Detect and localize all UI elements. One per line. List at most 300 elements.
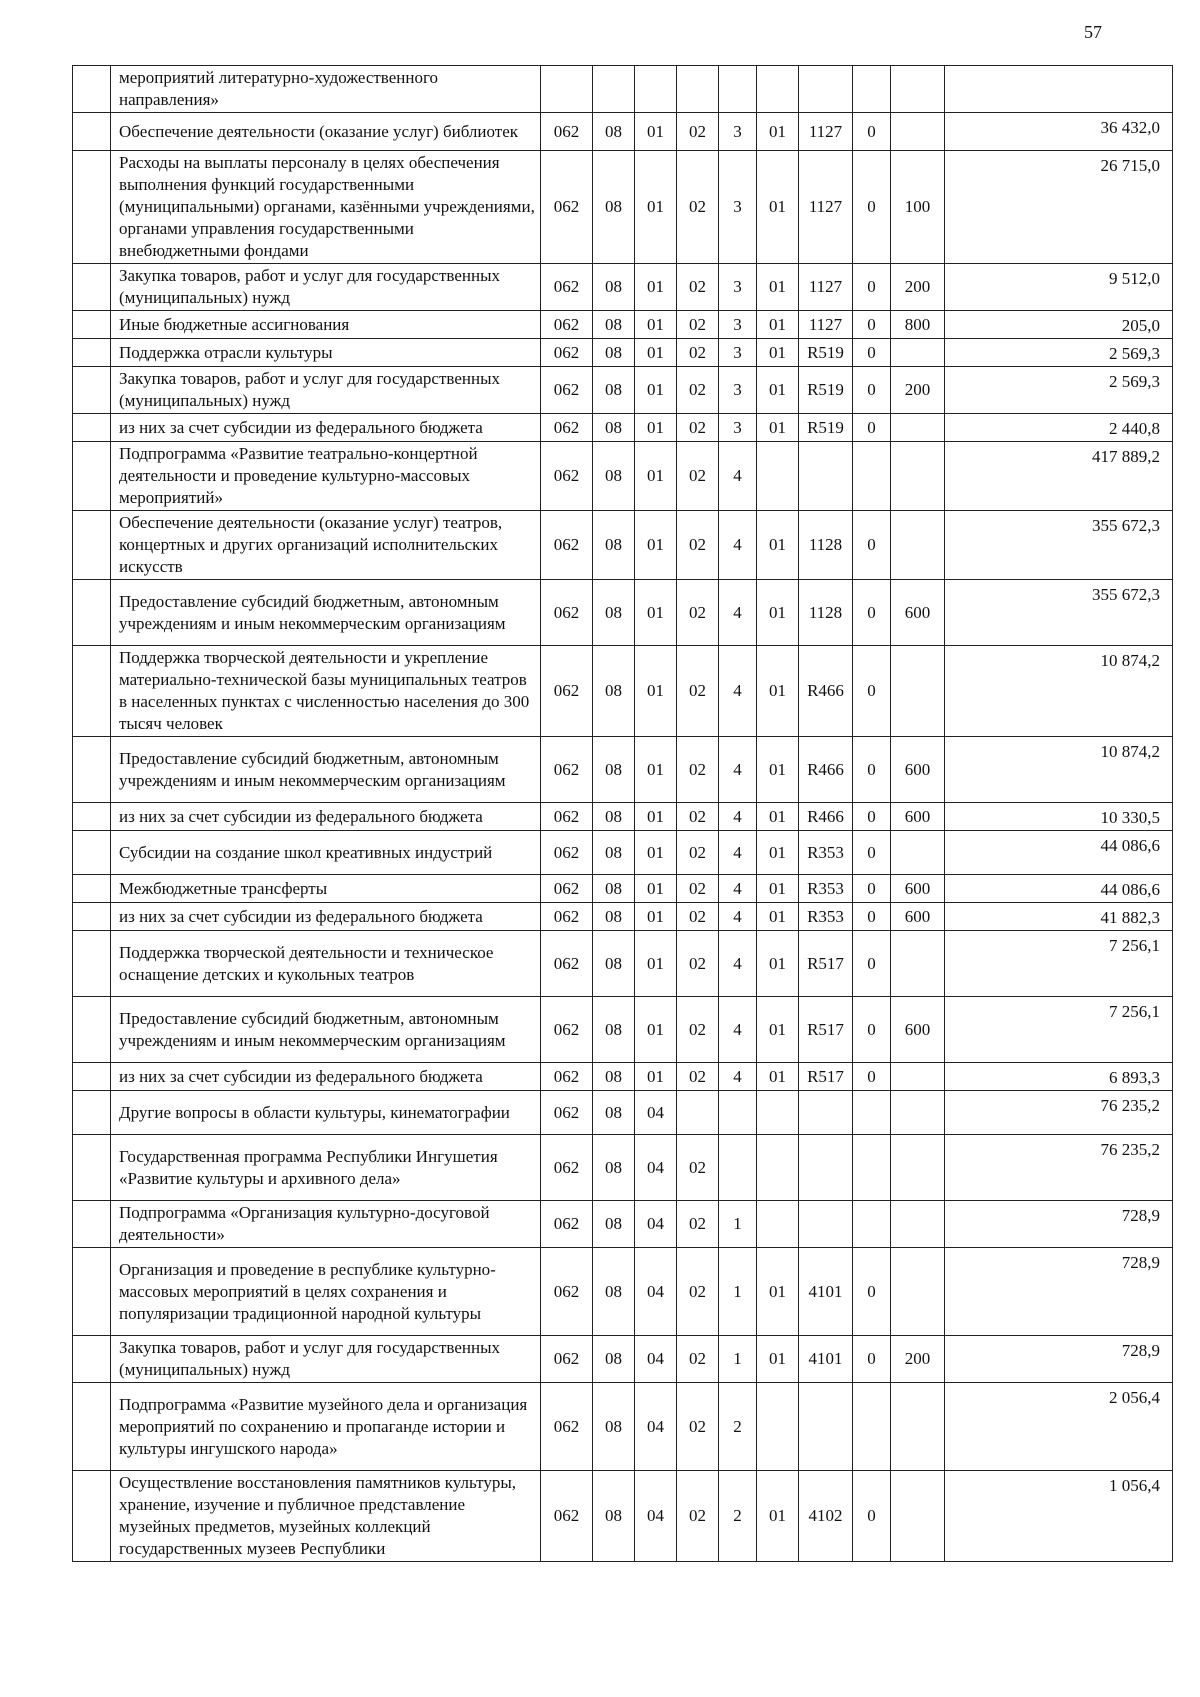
code-cell-c5: 1 <box>719 1201 757 1248</box>
row-name: Организация и проведение в республике культурно-массовых мероприятий в целях сохранения и популяризации традиционной народной культуры <box>111 1248 541 1336</box>
row-margin-cell <box>73 1336 111 1383</box>
code-cell-c5: 3 <box>719 414 757 442</box>
code-cell-c8 <box>853 1091 891 1135</box>
code-cell-c2: 08 <box>593 1063 635 1091</box>
code-cell-c1: 062 <box>541 1063 593 1091</box>
code-cell-c8: 0 <box>853 1336 891 1383</box>
code-cell-c4: 02 <box>677 442 719 511</box>
code-cell-c7 <box>799 66 853 113</box>
row-name: Предоставление субсидий бюджетным, автономным учреждениям и иным некоммерческим организациям <box>111 737 541 803</box>
table-row <box>73 442 1173 511</box>
table-body <box>73 66 1173 1562</box>
table-row <box>73 1091 1173 1135</box>
table-row <box>73 1336 1173 1383</box>
code-cell-c4: 02 <box>677 1248 719 1336</box>
row-amount: 44 086,6 <box>945 875 1173 903</box>
code-cell-c2: 08 <box>593 1201 635 1248</box>
code-cell-c4: 02 <box>677 264 719 311</box>
code-cell-c7: 1128 <box>799 511 853 580</box>
code-cell-c6: 01 <box>757 151 799 264</box>
row-margin-cell <box>73 803 111 831</box>
code-cell-c5: 3 <box>719 339 757 367</box>
row-name: Закупка товаров, работ и услуг для государственных (муниципальных) нужд <box>111 264 541 311</box>
code-cell-c7 <box>799 1135 853 1201</box>
row-name: Поддержка творческой деятельности и укрепление материально-технической базы муниципальных театров в населенных пунктах с численностью населения до 300 тысяч человек <box>111 646 541 737</box>
code-cell-c2 <box>593 66 635 113</box>
table-row <box>73 66 1173 113</box>
code-cell-c8: 0 <box>853 511 891 580</box>
code-cell-c1: 062 <box>541 113 593 151</box>
row-amount: 728,9 <box>945 1336 1173 1383</box>
code-cell-c2: 08 <box>593 264 635 311</box>
code-cell-c7: 1127 <box>799 311 853 339</box>
row-name: Расходы на выплаты персоналу в целях обеспечения выполнения функций государственными (муниципальными) органами, казёнными учреждениями, органами управления государственными внебюджетными фондами <box>111 151 541 264</box>
table-row <box>73 931 1173 997</box>
code-cell-c6: 01 <box>757 803 799 831</box>
code-cell-c2: 08 <box>593 151 635 264</box>
code-cell-c9: 200 <box>891 1336 945 1383</box>
code-cell-c6: 01 <box>757 737 799 803</box>
code-cell-c4: 02 <box>677 113 719 151</box>
code-cell-c5: 3 <box>719 367 757 414</box>
code-cell-c4: 02 <box>677 646 719 737</box>
code-cell-c7: R466 <box>799 646 853 737</box>
code-cell-c9: 200 <box>891 264 945 311</box>
code-cell-c8: 0 <box>853 311 891 339</box>
row-amount: 7 256,1 <box>945 931 1173 997</box>
code-cell-c7: 1128 <box>799 580 853 646</box>
row-amount <box>945 66 1173 113</box>
code-cell-c3: 04 <box>635 1248 677 1336</box>
row-amount: 26 715,0 <box>945 151 1173 264</box>
code-cell-c4: 02 <box>677 1135 719 1201</box>
code-cell-c9 <box>891 646 945 737</box>
code-cell-c3: 01 <box>635 113 677 151</box>
code-cell-c5: 4 <box>719 831 757 875</box>
code-cell-c3: 01 <box>635 339 677 367</box>
code-cell-c5 <box>719 1135 757 1201</box>
code-cell-c4 <box>677 66 719 113</box>
code-cell-c2: 08 <box>593 903 635 931</box>
code-cell-c4: 02 <box>677 1063 719 1091</box>
code-cell-c6: 01 <box>757 1248 799 1336</box>
code-cell-c8 <box>853 1135 891 1201</box>
table-row <box>73 737 1173 803</box>
code-cell-c4: 02 <box>677 367 719 414</box>
code-cell-c9 <box>891 414 945 442</box>
code-cell-c9 <box>891 1248 945 1336</box>
table-row <box>73 264 1173 311</box>
code-cell-c2: 08 <box>593 931 635 997</box>
code-cell-c3: 01 <box>635 367 677 414</box>
row-name: Подпрограмма «Развитие музейного дела и организация мероприятий по сохранению и пропаганде истории и культуры ингушского народа» <box>111 1383 541 1471</box>
code-cell-c3: 01 <box>635 737 677 803</box>
row-name: Поддержка творческой деятельности и техническое оснащение детских и кукольных театров <box>111 931 541 997</box>
code-cell-c6: 01 <box>757 1336 799 1383</box>
row-amount: 417 889,2 <box>945 442 1173 511</box>
code-cell-c1: 062 <box>541 1336 593 1383</box>
code-cell-c5: 4 <box>719 1063 757 1091</box>
code-cell-c9: 200 <box>891 367 945 414</box>
row-amount: 1 056,4 <box>945 1471 1173 1562</box>
code-cell-c2: 08 <box>593 1091 635 1135</box>
table-row <box>73 1135 1173 1201</box>
row-amount: 10 330,5 <box>945 803 1173 831</box>
table-row <box>73 831 1173 875</box>
code-cell-c7: 1127 <box>799 264 853 311</box>
row-margin-cell <box>73 1383 111 1471</box>
table-row <box>73 1383 1173 1471</box>
code-cell-c9 <box>891 511 945 580</box>
code-cell-c7: 1127 <box>799 113 853 151</box>
row-margin-cell <box>73 1201 111 1248</box>
code-cell-c5: 1 <box>719 1248 757 1336</box>
code-cell-c8 <box>853 1201 891 1248</box>
code-cell-c4: 02 <box>677 511 719 580</box>
row-margin-cell <box>73 931 111 997</box>
code-cell-c9 <box>891 1471 945 1562</box>
code-cell-c3: 01 <box>635 646 677 737</box>
code-cell-c1: 062 <box>541 997 593 1063</box>
code-cell-c6 <box>757 442 799 511</box>
code-cell-c1: 062 <box>541 339 593 367</box>
row-margin-cell <box>73 367 111 414</box>
code-cell-c7: R517 <box>799 1063 853 1091</box>
code-cell-c3: 01 <box>635 803 677 831</box>
code-cell-c6 <box>757 1135 799 1201</box>
table-row <box>73 339 1173 367</box>
code-cell-c3: 01 <box>635 414 677 442</box>
code-cell-c4: 02 <box>677 1336 719 1383</box>
code-cell-c4: 02 <box>677 997 719 1063</box>
code-cell-c5: 2 <box>719 1383 757 1471</box>
code-cell-c2: 08 <box>593 311 635 339</box>
code-cell-c8: 0 <box>853 737 891 803</box>
code-cell-c1: 062 <box>541 511 593 580</box>
row-name: Субсидии на создание школ креативных индустрий <box>111 831 541 875</box>
code-cell-c3: 01 <box>635 1063 677 1091</box>
code-cell-c8: 0 <box>853 414 891 442</box>
code-cell-c9: 800 <box>891 311 945 339</box>
code-cell-c9 <box>891 1201 945 1248</box>
code-cell-c8: 0 <box>853 264 891 311</box>
code-cell-c3: 01 <box>635 903 677 931</box>
row-name: Обеспечение деятельности (оказание услуг) театров, концертных и других организаций исполнительских искусств <box>111 511 541 580</box>
code-cell-c9: 600 <box>891 737 945 803</box>
code-cell-c6: 01 <box>757 264 799 311</box>
code-cell-c8: 0 <box>853 113 891 151</box>
code-cell-c3: 01 <box>635 580 677 646</box>
row-margin-cell <box>73 66 111 113</box>
code-cell-c3: 01 <box>635 875 677 903</box>
row-name: из них за счет субсидии из федерального бюджета <box>111 803 541 831</box>
row-margin-cell <box>73 831 111 875</box>
row-amount: 355 672,3 <box>945 511 1173 580</box>
code-cell-c1: 062 <box>541 151 593 264</box>
row-margin-cell <box>73 875 111 903</box>
code-cell-c7 <box>799 442 853 511</box>
code-cell-c8: 0 <box>853 903 891 931</box>
code-cell-c9: 600 <box>891 875 945 903</box>
code-cell-c5: 3 <box>719 151 757 264</box>
code-cell-c2: 08 <box>593 580 635 646</box>
code-cell-c8: 0 <box>853 1063 891 1091</box>
code-cell-c1: 062 <box>541 1383 593 1471</box>
row-amount: 2 569,3 <box>945 339 1173 367</box>
code-cell-c8: 0 <box>853 1248 891 1336</box>
row-margin-cell <box>73 264 111 311</box>
code-cell-c6: 01 <box>757 997 799 1063</box>
code-cell-c7 <box>799 1383 853 1471</box>
code-cell-c9 <box>891 1091 945 1135</box>
code-cell-c7: R517 <box>799 997 853 1063</box>
row-name: из них за счет субсидии из федерального бюджета <box>111 414 541 442</box>
table-row <box>73 646 1173 737</box>
code-cell-c4: 02 <box>677 339 719 367</box>
table-row <box>73 414 1173 442</box>
code-cell-c2: 08 <box>593 442 635 511</box>
table-row <box>73 997 1173 1063</box>
code-cell-c5: 4 <box>719 803 757 831</box>
code-cell-c2: 08 <box>593 1248 635 1336</box>
code-cell-c1: 062 <box>541 1471 593 1562</box>
row-amount: 728,9 <box>945 1248 1173 1336</box>
row-margin-cell <box>73 113 111 151</box>
code-cell-c3 <box>635 66 677 113</box>
row-margin-cell <box>73 339 111 367</box>
row-amount: 9 512,0 <box>945 264 1173 311</box>
table-row <box>73 875 1173 903</box>
row-amount: 10 874,2 <box>945 737 1173 803</box>
row-name: Закупка товаров, работ и услуг для государственных (муниципальных) нужд <box>111 367 541 414</box>
code-cell-c8: 0 <box>853 831 891 875</box>
code-cell-c5: 4 <box>719 646 757 737</box>
code-cell-c1: 062 <box>541 831 593 875</box>
row-name: Другие вопросы в области культуры, кинематографии <box>111 1091 541 1135</box>
code-cell-c3: 01 <box>635 264 677 311</box>
code-cell-c5: 4 <box>719 997 757 1063</box>
code-cell-c4: 02 <box>677 831 719 875</box>
code-cell-c2: 08 <box>593 646 635 737</box>
row-name: Межбюджетные трансферты <box>111 875 541 903</box>
row-amount: 7 256,1 <box>945 997 1173 1063</box>
code-cell-c1: 062 <box>541 414 593 442</box>
code-cell-c6 <box>757 66 799 113</box>
code-cell-c1: 062 <box>541 737 593 803</box>
row-margin-cell <box>73 1091 111 1135</box>
code-cell-c2: 08 <box>593 367 635 414</box>
code-cell-c5: 4 <box>719 931 757 997</box>
code-cell-c3: 01 <box>635 442 677 511</box>
code-cell-c1: 062 <box>541 903 593 931</box>
code-cell-c1: 062 <box>541 875 593 903</box>
row-amount: 44 086,6 <box>945 831 1173 875</box>
table-row <box>73 580 1173 646</box>
code-cell-c6: 01 <box>757 903 799 931</box>
code-cell-c2: 08 <box>593 737 635 803</box>
row-name: из них за счет субсидии из федерального бюджета <box>111 903 541 931</box>
table-row <box>73 1201 1173 1248</box>
table-row <box>73 113 1173 151</box>
code-cell-c5: 4 <box>719 737 757 803</box>
row-margin-cell <box>73 903 111 931</box>
code-cell-c1: 062 <box>541 367 593 414</box>
code-cell-c2: 08 <box>593 339 635 367</box>
code-cell-c9 <box>891 1383 945 1471</box>
code-cell-c8: 0 <box>853 580 891 646</box>
code-cell-c1 <box>541 66 593 113</box>
code-cell-c6: 01 <box>757 931 799 997</box>
code-cell-c5: 3 <box>719 311 757 339</box>
code-cell-c4: 02 <box>677 580 719 646</box>
row-name: мероприятий литературно-художественного направления» <box>111 66 541 113</box>
code-cell-c4: 02 <box>677 151 719 264</box>
code-cell-c5 <box>719 1091 757 1135</box>
row-margin-cell <box>73 414 111 442</box>
code-cell-c9: 600 <box>891 997 945 1063</box>
code-cell-c7: 1127 <box>799 151 853 264</box>
code-cell-c8: 0 <box>853 931 891 997</box>
code-cell-c6: 01 <box>757 831 799 875</box>
page-number: 57 <box>1084 22 1102 42</box>
code-cell-c9: 100 <box>891 151 945 264</box>
row-margin-cell <box>73 151 111 264</box>
row-margin-cell <box>73 580 111 646</box>
code-cell-c4: 02 <box>677 903 719 931</box>
table-row <box>73 903 1173 931</box>
code-cell-c2: 08 <box>593 113 635 151</box>
code-cell-c2: 08 <box>593 414 635 442</box>
row-amount: 10 874,2 <box>945 646 1173 737</box>
code-cell-c8: 0 <box>853 997 891 1063</box>
code-cell-c3: 04 <box>635 1383 677 1471</box>
code-cell-c2: 08 <box>593 1471 635 1562</box>
code-cell-c6 <box>757 1091 799 1135</box>
code-cell-c3: 01 <box>635 831 677 875</box>
code-cell-c5: 3 <box>719 113 757 151</box>
code-cell-c1: 062 <box>541 1248 593 1336</box>
row-name: Государственная программа Республики Ингушетия «Развитие культуры и архивного дела» <box>111 1135 541 1201</box>
code-cell-c8: 0 <box>853 1471 891 1562</box>
table-row <box>73 311 1173 339</box>
code-cell-c8: 0 <box>853 339 891 367</box>
row-margin-cell <box>73 997 111 1063</box>
code-cell-c6: 01 <box>757 113 799 151</box>
row-name: Предоставление субсидий бюджетным, автономным учреждениям и иным некоммерческим организациям <box>111 580 541 646</box>
table-row <box>73 367 1173 414</box>
code-cell-c1: 062 <box>541 931 593 997</box>
code-cell-c6: 01 <box>757 311 799 339</box>
code-cell-c4: 02 <box>677 1201 719 1248</box>
table-row <box>73 803 1173 831</box>
code-cell-c5: 4 <box>719 511 757 580</box>
code-cell-c2: 08 <box>593 831 635 875</box>
budget-table <box>72 65 1173 1562</box>
code-cell-c3: 04 <box>635 1091 677 1135</box>
code-cell-c4: 02 <box>677 311 719 339</box>
code-cell-c3: 04 <box>635 1336 677 1383</box>
row-margin-cell <box>73 1471 111 1562</box>
code-cell-c9 <box>891 339 945 367</box>
row-name: из них за счет субсидии из федерального бюджета <box>111 1063 541 1091</box>
code-cell-c1: 062 <box>541 803 593 831</box>
code-cell-c7: R517 <box>799 931 853 997</box>
code-cell-c7: R466 <box>799 803 853 831</box>
code-cell-c8: 0 <box>853 646 891 737</box>
code-cell-c6: 01 <box>757 875 799 903</box>
code-cell-c3: 01 <box>635 151 677 264</box>
code-cell-c9 <box>891 1135 945 1201</box>
code-cell-c5: 3 <box>719 264 757 311</box>
row-amount: 2 569,3 <box>945 367 1173 414</box>
code-cell-c9 <box>891 1063 945 1091</box>
code-cell-c2: 08 <box>593 997 635 1063</box>
code-cell-c5: 4 <box>719 903 757 931</box>
code-cell-c8 <box>853 66 891 113</box>
code-cell-c1: 062 <box>541 1201 593 1248</box>
code-cell-c4 <box>677 1091 719 1135</box>
code-cell-c2: 08 <box>593 1135 635 1201</box>
code-cell-c7 <box>799 1091 853 1135</box>
code-cell-c7: R519 <box>799 414 853 442</box>
code-cell-c8: 0 <box>853 875 891 903</box>
code-cell-c5: 2 <box>719 1471 757 1562</box>
code-cell-c9: 600 <box>891 903 945 931</box>
code-cell-c3: 04 <box>635 1201 677 1248</box>
code-cell-c6: 01 <box>757 1063 799 1091</box>
code-cell-c4: 02 <box>677 737 719 803</box>
code-cell-c7: 4102 <box>799 1471 853 1562</box>
code-cell-c5 <box>719 66 757 113</box>
code-cell-c3: 04 <box>635 1135 677 1201</box>
code-cell-c2: 08 <box>593 1336 635 1383</box>
code-cell-c2: 08 <box>593 511 635 580</box>
row-amount: 36 432,0 <box>945 113 1173 151</box>
code-cell-c3: 01 <box>635 511 677 580</box>
code-cell-c9 <box>891 66 945 113</box>
row-margin-cell <box>73 737 111 803</box>
code-cell-c3: 01 <box>635 931 677 997</box>
code-cell-c1: 062 <box>541 646 593 737</box>
code-cell-c9 <box>891 831 945 875</box>
code-cell-c3: 04 <box>635 1471 677 1562</box>
code-cell-c5: 4 <box>719 875 757 903</box>
code-cell-c4: 02 <box>677 1383 719 1471</box>
code-cell-c9 <box>891 442 945 511</box>
code-cell-c8: 0 <box>853 151 891 264</box>
row-name: Поддержка отрасли культуры <box>111 339 541 367</box>
table-row <box>73 151 1173 264</box>
code-cell-c3: 01 <box>635 997 677 1063</box>
code-cell-c6: 01 <box>757 511 799 580</box>
row-name: Обеспечение деятельности (оказание услуг) библиотек <box>111 113 541 151</box>
row-margin-cell <box>73 646 111 737</box>
code-cell-c6: 01 <box>757 414 799 442</box>
code-cell-c7 <box>799 1201 853 1248</box>
code-cell-c8 <box>853 442 891 511</box>
code-cell-c7: R353 <box>799 831 853 875</box>
code-cell-c1: 062 <box>541 1091 593 1135</box>
code-cell-c6 <box>757 1201 799 1248</box>
code-cell-c7: R519 <box>799 339 853 367</box>
row-margin-cell <box>73 1063 111 1091</box>
code-cell-c7: R353 <box>799 875 853 903</box>
code-cell-c9 <box>891 113 945 151</box>
code-cell-c6: 01 <box>757 580 799 646</box>
row-name: Подпрограмма «Развитие театрально-концертной деятельности и проведение культурно-массовых мероприятий» <box>111 442 541 511</box>
code-cell-c9: 600 <box>891 803 945 831</box>
row-name: Иные бюджетные ассигнования <box>111 311 541 339</box>
